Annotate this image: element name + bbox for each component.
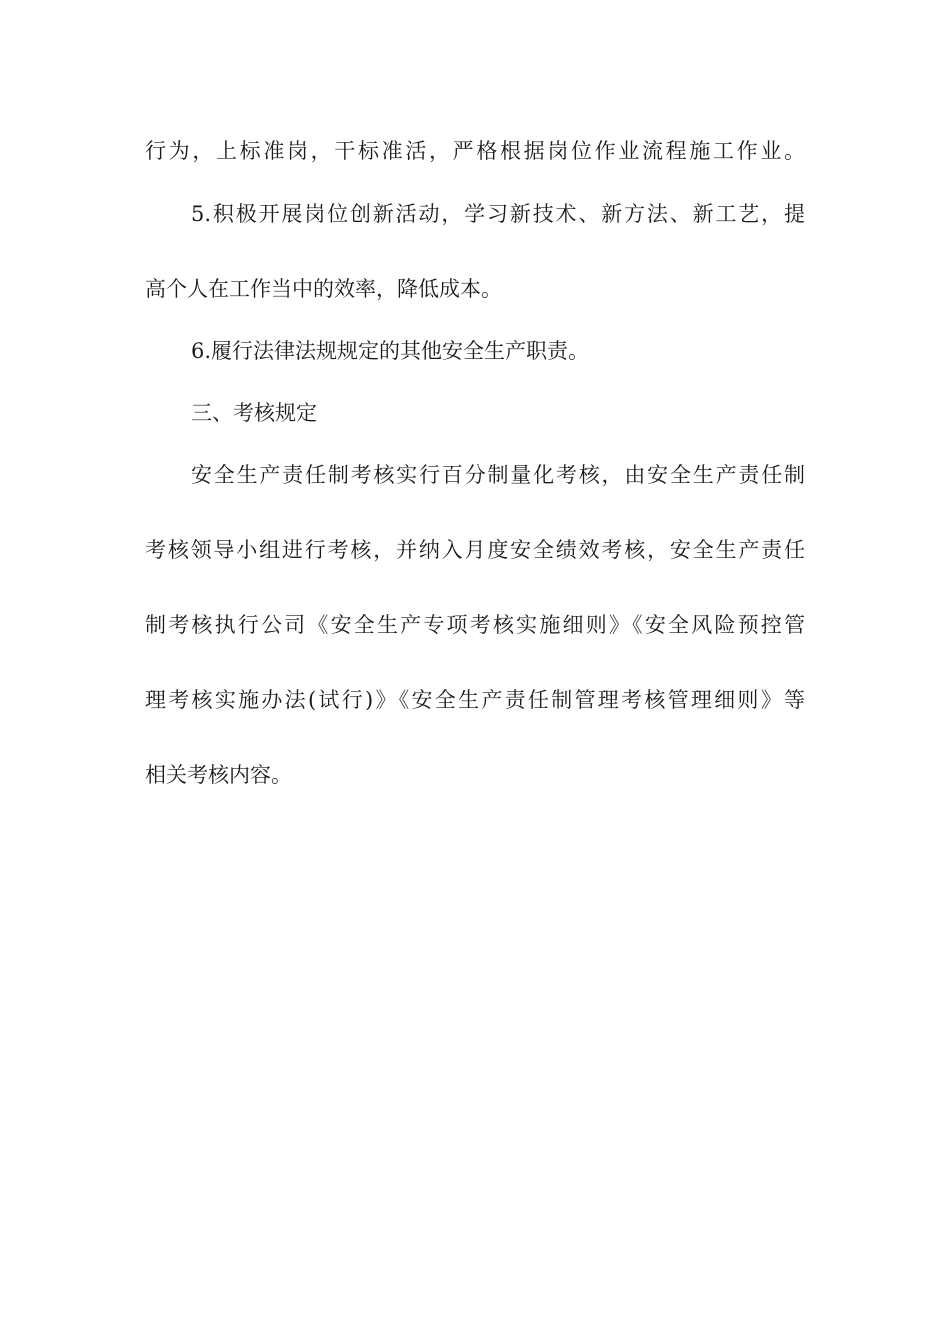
text-line: 高个人在工作当中的效率，降低成本。 — [145, 277, 502, 301]
text-line: 制考核执行公司《安全生产专项考核实施细则》《安全风险预控管 — [145, 613, 805, 637]
text-line: 考核领导小组进行考核，并纳入月度安全绩效考核，安全生产责任 — [145, 538, 805, 562]
text-line: 行为，上标准岗，干标准活，严格根据岗位作业流程施工作业。 — [145, 139, 805, 163]
section-heading: 三、考核规定 — [191, 401, 317, 425]
text-line: 安全生产责任制考核实行百分制量化考核，由安全生产责任制 — [191, 463, 805, 487]
text-line: 5.积极开展岗位创新活动，学习新技术、新方法、新工艺，提 — [191, 202, 805, 226]
text-line: 理考核实施办法(试行)》《安全生产责任制管理考核管理细则》等 — [145, 688, 805, 712]
text-line: 6.履行法律法规规定的其他安全生产职责。 — [191, 339, 590, 363]
text-line: 相关考核内容。 — [145, 763, 292, 787]
